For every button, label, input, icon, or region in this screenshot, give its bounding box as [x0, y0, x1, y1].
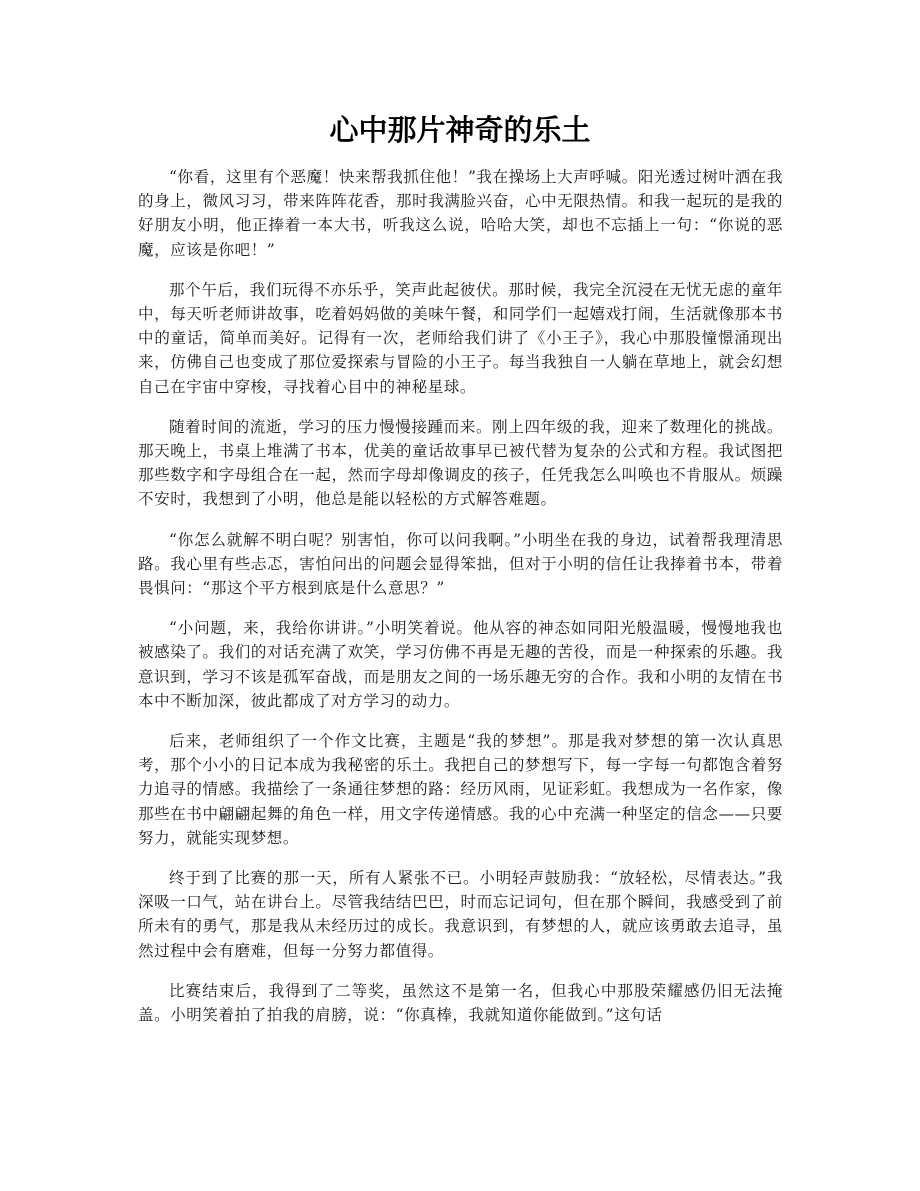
paragraph: 后来，老师组织了一个作文比赛，主题是“我的梦想”。那是我对梦想的第一次认真思考，那个小小的日记本成为我秘密的乐土。我把自己的梦想写下，每一字每一句都饱含着努力追寻的情感。我描绘了一条通往梦想的路：经历风雨，见证彩虹。我想成为一名作家，像那些在书中翩翩起舞的角色一样，用文字传递情感。我的心中充满一种坚定的信念——只要努力，就能实现梦想。	[138, 732, 783, 847]
paragraph: “小问题，来，我给你讲讲。”小明笑着说。他从容的神态如同阳光般温暖，慢慢地我也被感染了。我们的对话充满了欢笑，学习仿佛不再是无趣的苦役，而是一种探索的乐趣。我意识到，学习不该是孤军奋战，而是朋友之间的一场乐趣无穷的合作。我和小明的友情在书本中不断加深，彼此都成了对方学习的动力。	[138, 619, 783, 710]
paragraph: 比赛结束后，我得到了二等奖，虽然这不是第一名，但我心中那股荣耀感仍旧无法掩盖。小明笑着拍了拍我的肩膀，说：“你真棒，我就知道你能做到。”这句话	[138, 981, 783, 1025]
paragraph: “你怎么就解不明白呢？别害怕，你可以问我啊。”小明坐在我的身边，试着帮我理清思路。我心里有些忐忑，害怕问出的问题会显得笨拙，但对于小明的信任让我捧着书本，带着畏惧问：“那这个平方根到底是什么意思？”	[138, 530, 783, 598]
paragraph: “你看，这里有个恶魔！快来帮我抓住他！”我在操场上大声呼喊。阳光透过树叶洒在我的身上，微风习习，带来阵阵花香，那时我满脸兴奋，心中无限热情。和我一起玩的是我的好朋友小明，他正捧着一本大书，听我这么说，哈哈大笑，却也不忘插上一句：“你说的恶魔，应该是你吧！”	[138, 168, 783, 259]
paragraph: 随着时间的流逝，学习的压力慢慢接踵而来。刚上四年级的我，迎来了数理化的挑战。那天晚上，书桌上堆满了书本，优美的童话故事早已被代替为复杂的公式和方程。我试图把那些数字和字母组合在一起，然而字母却像调皮的孩子，任凭我怎么叫唤也不肯服从。烦躁不安时，我想到了小明，他总是能以轻松的方式解答难题。	[138, 417, 783, 509]
paragraph: 终于到了比赛的那一天，所有人紧张不已。小明轻声鼓励我：“放轻松，尽情表达。”我深吸一口气，站在讲台上。尽管我结结巴巴，时而忘记词句，但在那个瞬间，我感受到了前所未有的勇气，那是我从未经历过的成长。我意识到，有梦想的人，就应该勇敢去追寻，虽然过程中会有磨难，但每一分努力都值得。	[138, 869, 783, 960]
paragraph: 那个午后，我们玩得不亦乐乎，笑声此起彼伏。那时候，我完全沉浸在无忧无虑的童年中，每天听老师讲故事，吃着妈妈做的美味午餐，和同学们一起嬉戏打闹，生活就像那本书中的童话，简单而美好。记得有一次，老师给我们讲了《小王子》，我心中那股憧憬涌现出来，仿佛自己也变成了那位爱探索与冒险的小王子。每当我独自一人躺在草地上，就会幻想自己在宇宙中穿梭，寻找着心目中的神秘星球。	[138, 280, 783, 396]
document-title: 心中那片神奇的乐土	[329, 113, 591, 147]
document-body	[138, 165, 783, 1043]
